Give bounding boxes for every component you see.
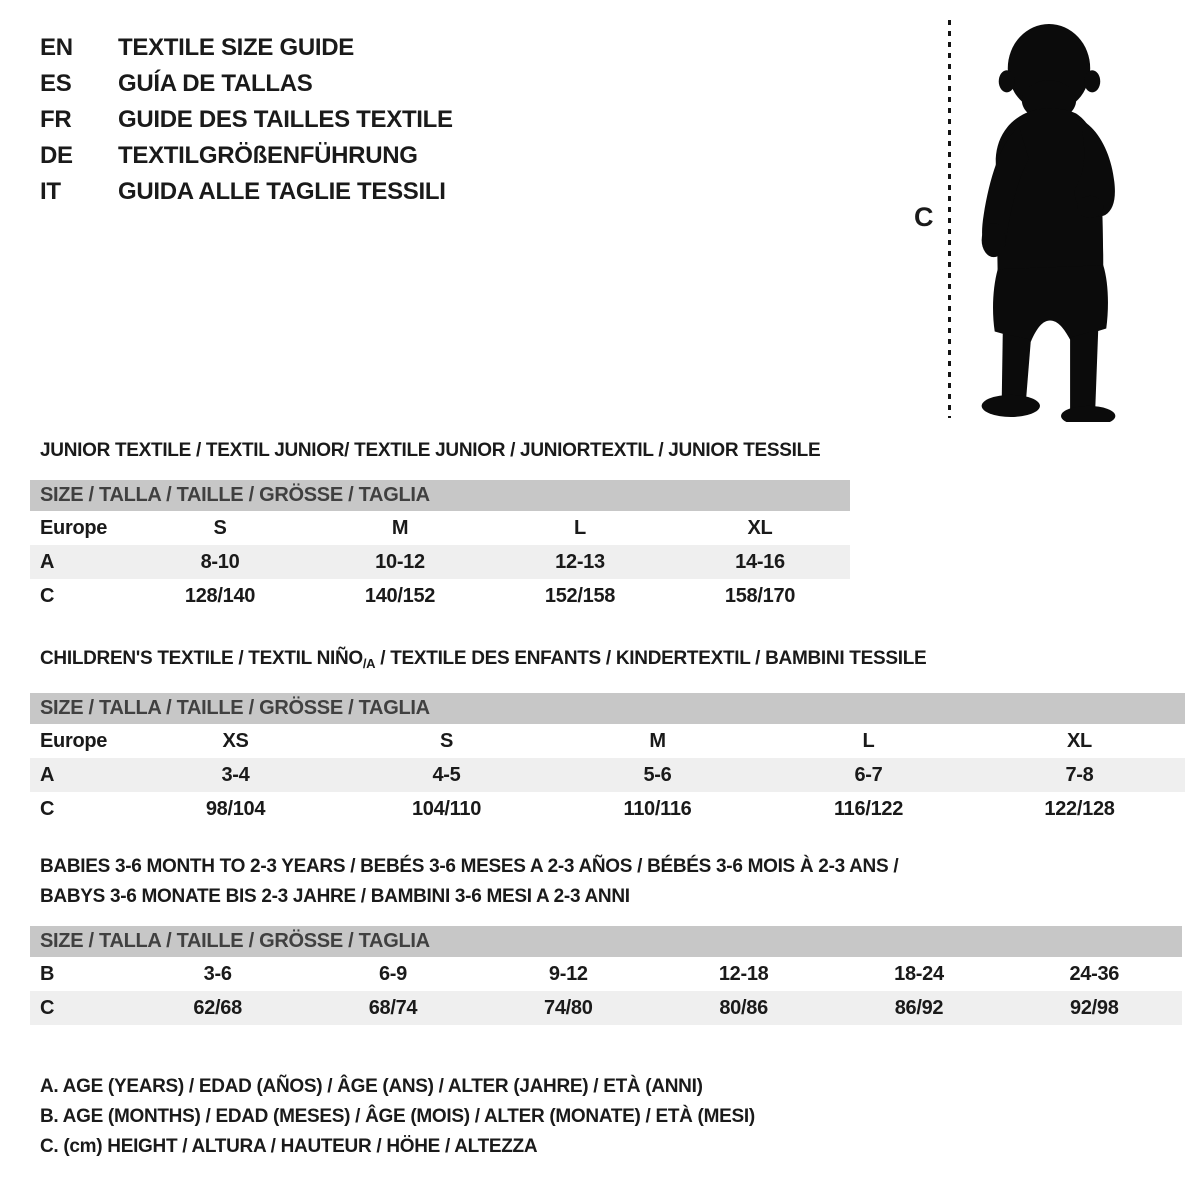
table-cell: 10-12 [375,550,425,573]
language-list [40,30,453,210]
table-cell: 86/92 [894,996,944,1019]
table-cell: 14-16 [735,550,785,573]
table-cell: 12-13 [555,550,605,573]
table-cell: M [391,516,409,539]
table-cell: XL [747,516,773,539]
height-dashed-line [948,20,951,418]
table-cell: 6-7 [854,763,883,786]
table-cell: 110/116 [623,797,692,820]
section-heading [40,852,1182,912]
table-cell: 128/140 [184,584,256,607]
heading-text: /A [362,656,376,671]
table-cell: L [574,516,586,539]
row-label: A [40,550,55,573]
row-label: A [40,763,55,786]
section-babies [30,852,1182,1025]
language-row [40,138,453,174]
table-row [30,758,1185,792]
size-table [30,693,1185,826]
language-title: TEXTILGRÖßENFÜHRUNG [118,142,418,169]
table-row [30,579,850,613]
section-heading-line [40,852,1182,882]
table-row [30,511,850,545]
table-cell: 62/68 [193,996,242,1019]
size-header-bar: SIZE / TALLA / TAILLE / GRÖSSE / TAGLIA [30,693,1185,724]
table-cell: 104/110 [411,797,482,820]
table-row [30,957,1182,991]
table-cell: 98/104 [205,797,266,820]
table-cell: 80/86 [719,996,768,1019]
size-header-bar: SIZE / TALLA / TAILLE / GRÖSSE / TAGLIA [30,926,1182,957]
table-row [30,991,1182,1025]
table-cell: 8-10 [200,550,240,573]
row-label: C [40,584,55,607]
table-cell: 18-24 [894,962,944,985]
table-cell: XL [1067,729,1092,752]
table-cell: 3-6 [203,962,232,985]
table-cell: 152/158 [544,584,616,607]
table-cell: 24-36 [1069,962,1120,985]
size-table [30,926,1182,1025]
table-cell: 92/98 [1070,996,1119,1019]
row-label: B [40,962,55,985]
table-row [30,724,1185,758]
table-cell: S [213,516,227,539]
row-label: C [40,797,55,820]
language-code: EN [40,34,73,61]
section-junior [30,436,850,613]
heading-text: JUNIOR TEXTILE / TEXTIL JUNIOR/ TEXTILE JUNIOR / JUNIORTEXTIL / JUNIOR TESSILE [40,440,821,461]
legend-line: C. (cm) HEIGHT / ALTURA / HAUTEUR / HÖHE / ALTEZZA [40,1136,538,1157]
heading-text: / TEXTILE DES ENFANTS / KINDERTEXTIL / BAMBINI TESSILE [375,648,927,669]
language-row [40,66,453,102]
language-title: GUIDE DES TAILLES TEXTILE [118,106,453,133]
section-heading [40,644,1185,679]
language-row [40,30,453,66]
section-children [30,644,1185,826]
table-cell: 12-18 [718,962,769,985]
table-cell: M [649,729,666,752]
language-row [40,102,453,138]
table-cell: 116/122 [833,797,904,820]
table-cell: L [862,729,875,752]
language-code: FR [40,106,72,133]
section-heading [40,436,850,466]
table-cell: 158/170 [724,584,796,607]
language-code: DE [40,142,73,169]
legend [40,1072,755,1162]
table-cell: 4-5 [432,763,461,786]
table-cell: 7-8 [1065,763,1094,786]
table-cell: 9-12 [548,962,588,985]
language-code: IT [40,178,61,205]
section-heading-line [40,882,1182,912]
table-cell: 68/74 [368,996,418,1019]
language-title: GUIDA ALLE TAGLIE TESSILI [118,178,446,205]
language-row [40,174,453,210]
table-cell: S [439,729,454,752]
table-cell: 3-4 [221,763,250,786]
table-row [30,545,850,579]
language-title: TEXTILE SIZE GUIDE [118,34,354,61]
toddler-silhouette-icon [966,18,1138,422]
size-header-bar: SIZE / TALLA / TAILLE / GRÖSSE / TAGLIA [30,480,850,511]
table-cell: 5-6 [643,763,672,786]
row-label: Europe [40,729,108,752]
table-row [30,792,1185,826]
language-title: GUÍA DE TALLAS [118,70,313,97]
row-label: Europe [40,516,108,539]
table-cell: 140/152 [364,584,436,607]
legend-line: A. AGE (YEARS) / EDAD (AÑOS) / ÂGE (ANS) / ALTER (JAHRE) / ETÀ (ANNI) [40,1076,703,1097]
heading-text: BABIES 3-6 MONTH TO 2-3 YEARS / BEBÉS 3-6 MESES A 2-3 AÑOS / BÉBÉS 3-6 MOIS À 2-3 ANS / [40,856,899,877]
size-table [30,480,850,613]
table-cell: XS [222,729,249,752]
legend-line: B. AGE (MONTHS) / EDAD (MESES) / ÂGE (MOIS) / ALTER (MONATE) / ETÀ (MESI) [40,1106,755,1127]
table-cell: 74/80 [544,996,593,1019]
heading-text: CHILDREN'S TEXTILE / TEXTIL NIÑO [40,648,363,669]
row-label: C [40,996,55,1019]
height-line-label: C [914,202,934,232]
table-cell: 122/128 [1044,797,1115,820]
table-cell: 6-9 [378,962,407,985]
section-heading-line [40,436,850,466]
height-figure [900,0,1200,430]
language-code: ES [40,70,72,97]
section-heading-line [40,644,1185,679]
heading-text: BABYS 3-6 MONATE BIS 2-3 JAHRE / BAMBINI 3-6 MESI A 2-3 ANNI [40,886,630,907]
